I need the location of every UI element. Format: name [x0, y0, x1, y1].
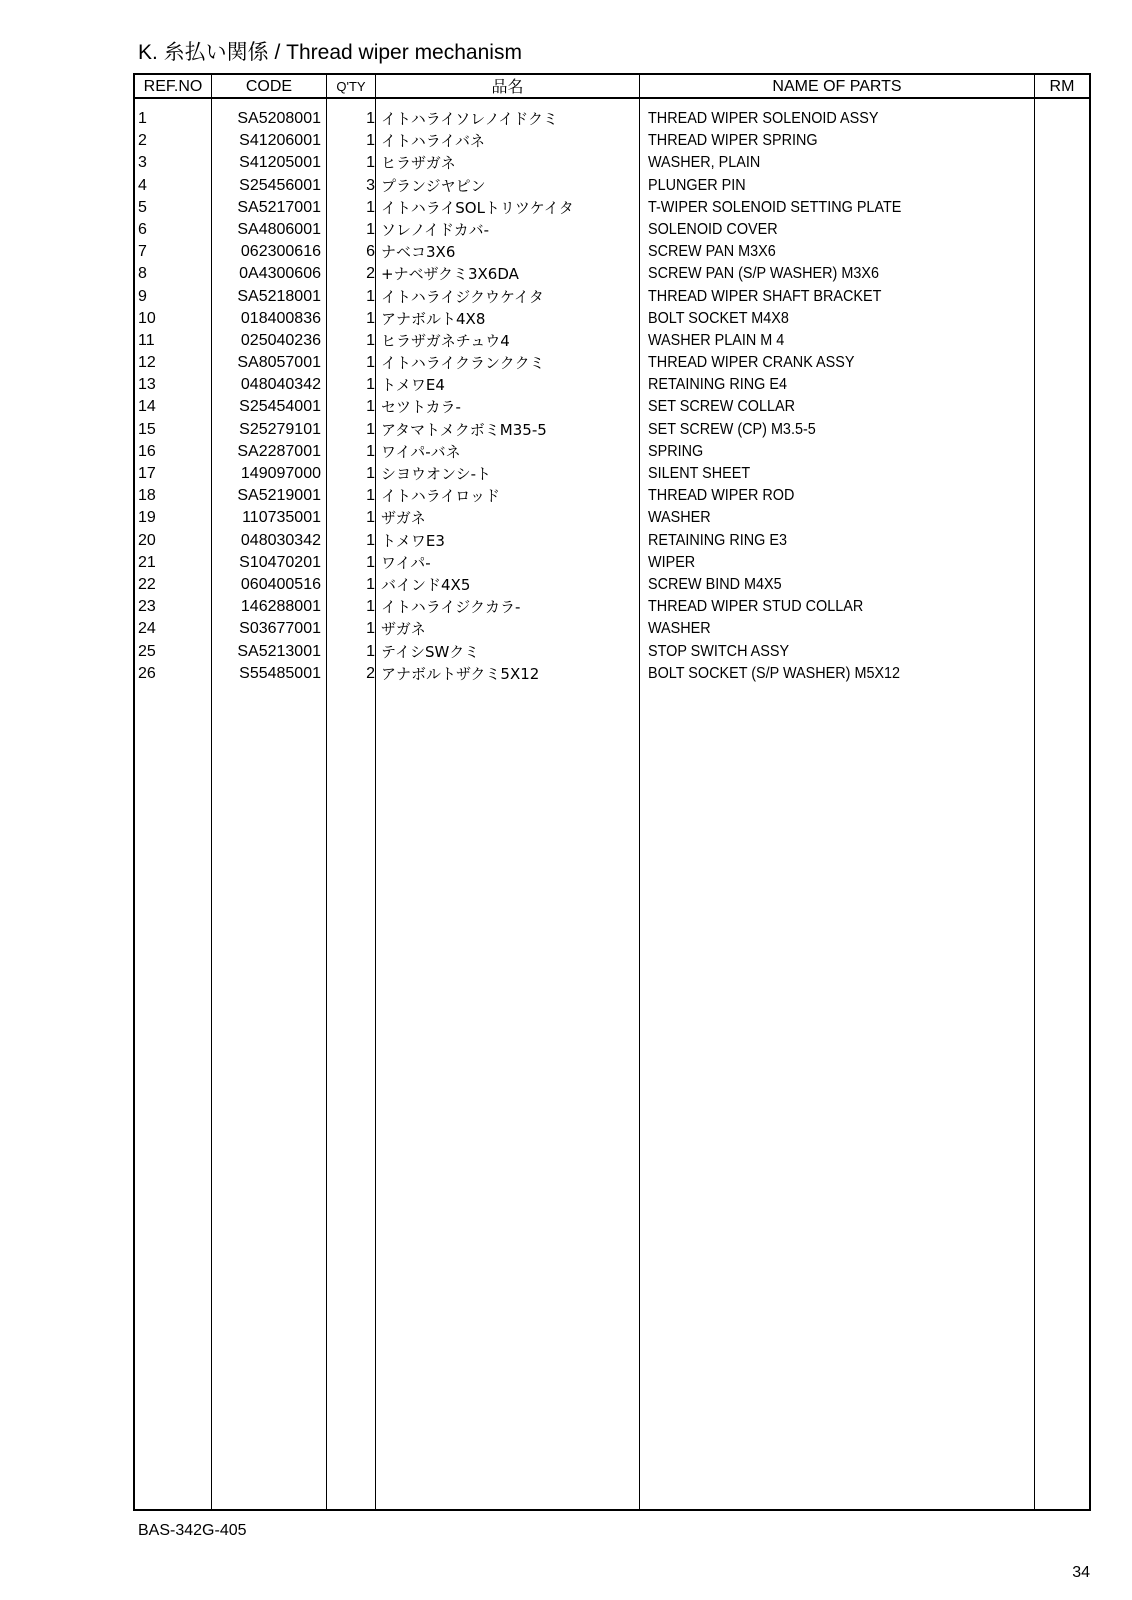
qty-cell: 1: [366, 642, 375, 660]
ref-no-cell: 4: [138, 176, 147, 194]
code-cell: SA5219001: [237, 487, 321, 505]
code-cell: SA8057001: [237, 354, 321, 372]
ref-no-cell: 6: [138, 220, 147, 238]
ref-no-cell: 11: [138, 331, 155, 349]
part-name-cell: WASHER: [648, 620, 711, 638]
page-number: 34: [1072, 1564, 1090, 1581]
part-name-cell: SCREW PAN (S/P WASHER) M3X6: [648, 265, 879, 283]
table-row: [135, 352, 1089, 374]
qty-cell: 1: [366, 220, 375, 238]
japanese-name-cell: ザガネ: [381, 509, 426, 528]
japanese-name-cell: ナベコ3X6: [381, 243, 456, 262]
part-name-cell: STOP SWITCH ASSY: [648, 642, 790, 660]
ref-no-cell: 7: [138, 243, 147, 261]
part-name-cell: THREAD WIPER SOLENOID ASSY: [648, 110, 879, 127]
header-japanese-name: 品名: [491, 77, 524, 96]
table-row: [135, 574, 1089, 596]
qty-cell: 1: [366, 198, 375, 216]
table-row: [135, 507, 1089, 529]
ref-no-cell: 16: [138, 442, 156, 460]
qty-cell: 1: [366, 465, 375, 482]
code-cell: S55485001: [239, 664, 321, 682]
header-code: CODE: [245, 78, 293, 95]
table-row: [135, 485, 1089, 507]
table-row: [135, 552, 1089, 574]
ref-no-cell: 17: [138, 465, 156, 482]
qty-cell: 1: [366, 398, 375, 416]
table-row: [135, 641, 1089, 663]
part-name-cell: WASHER, PLAIN: [648, 154, 761, 172]
japanese-name-cell: アナボルトザクミ5X12: [381, 664, 540, 683]
table-row: [135, 175, 1089, 197]
ref-no-cell: 3: [138, 154, 147, 172]
code-cell: 048030342: [240, 531, 321, 549]
part-name-cell: T-WIPER SOLENOID SETTING PLATE: [648, 198, 902, 216]
table-row: [135, 618, 1089, 640]
ref-no-cell: 15: [138, 420, 156, 438]
header-qty: Q'TY: [336, 79, 366, 94]
japanese-name-cell: イトハライジクカラ-: [381, 598, 521, 617]
code-cell: SA5217001: [237, 198, 321, 216]
ref-no-cell: 10: [138, 309, 156, 327]
table-row: [135, 419, 1089, 441]
part-name-cell: SILENT SHEET: [648, 465, 751, 482]
part-name-cell: RETAINING RING E4: [648, 376, 787, 394]
header-ref-no: REF.NO: [143, 78, 203, 95]
code-cell: SA2287001: [237, 442, 321, 460]
ref-no-cell: 24: [138, 620, 156, 638]
code-cell: S41206001: [239, 132, 321, 150]
japanese-name-cell: ザガネ: [381, 620, 426, 639]
japanese-name-cell: トメワE4: [381, 376, 445, 395]
ref-no-cell: 19: [138, 509, 156, 527]
japanese-name-cell: ワイパ-バネ: [381, 442, 461, 461]
ref-no-cell: 9: [138, 287, 147, 305]
ref-no-cell: 12: [138, 354, 156, 372]
japanese-name-cell: テイシSWクミ: [381, 642, 480, 661]
header-name-of-parts: NAME OF PARTS: [772, 78, 902, 95]
code-cell: S41205001: [239, 154, 321, 172]
japanese-name-cell: バインド4X5: [381, 575, 471, 594]
code-cell: SA5208001: [237, 110, 321, 127]
qty-cell: 3: [366, 176, 375, 194]
code-cell: 018400836: [240, 309, 321, 327]
table-row: [135, 286, 1089, 308]
qty-cell: 1: [366, 420, 375, 438]
parts-table: [133, 73, 1091, 1511]
japanese-name-cell: ワイパ-: [381, 553, 431, 572]
parts-rows: [135, 108, 1089, 685]
japanese-name-cell: イトハライバネ: [381, 132, 485, 151]
qty-cell: 1: [366, 110, 375, 127]
code-cell: 110735001: [242, 509, 321, 527]
code-cell: S10470201: [239, 553, 321, 571]
part-name-cell: WIPER: [648, 553, 696, 571]
qty-cell: 1: [366, 309, 375, 327]
qty-cell: 1: [366, 509, 375, 527]
table-row: [135, 463, 1089, 485]
ref-no-cell: 26: [138, 664, 156, 682]
code-cell: 025040236: [240, 331, 321, 349]
ref-no-cell: 20: [138, 531, 156, 549]
code-cell: S25456001: [239, 176, 321, 194]
ref-no-cell: 14: [138, 398, 156, 416]
ref-no-cell: 18: [138, 487, 156, 505]
part-name-cell: SOLENOID COVER: [648, 220, 778, 238]
table-row: [135, 241, 1089, 263]
part-name-cell: BOLT SOCKET (S/P WASHER) M5X12: [648, 664, 901, 682]
document-code: BAS-342G-405: [138, 1522, 247, 1539]
table-row: [135, 396, 1089, 418]
table-row: [135, 263, 1089, 285]
code-cell: S25454001: [239, 398, 321, 416]
qty-cell: 1: [366, 487, 375, 505]
japanese-name-cell: イトハライロッド: [381, 487, 500, 506]
qty-cell: 1: [366, 531, 375, 549]
code-cell: 060400516: [240, 575, 321, 593]
part-name-cell: THREAD WIPER STUD COLLAR: [648, 598, 864, 616]
ref-no-cell: 2: [138, 132, 147, 150]
japanese-name-cell: イトハライソレノイドクミ: [381, 110, 559, 128]
part-name-cell: THREAD WIPER SPRING: [648, 132, 818, 150]
ref-no-cell: 25: [138, 642, 156, 660]
qty-cell: 1: [366, 575, 375, 593]
part-name-cell: WASHER: [648, 509, 711, 527]
table-row: [135, 374, 1089, 396]
code-cell: 149097000: [240, 465, 321, 482]
qty-cell: 1: [366, 354, 375, 372]
table-row: [135, 197, 1089, 219]
table-row: [135, 441, 1089, 463]
part-name-cell: THREAD WIPER SHAFT BRACKET: [648, 287, 882, 305]
code-cell: 062300616: [240, 243, 321, 261]
japanese-name-cell: セツトカラ-: [381, 398, 461, 417]
table-row: [135, 108, 1089, 130]
japanese-name-cell: +ナベザクミ3X6DA: [381, 265, 519, 284]
qty-cell: 6: [366, 243, 375, 261]
japanese-name-cell: ヒラザガネチュウ4: [381, 331, 510, 350]
page-title: K. 糸払い関係 / Thread wiper mechanism: [138, 41, 522, 64]
part-name-cell: SCREW BIND M4X5: [648, 575, 782, 593]
code-cell: S25279101: [239, 420, 321, 438]
japanese-name-cell: イトハライSOLトリツケイタ: [381, 198, 574, 217]
code-cell: S03677001: [239, 620, 321, 638]
part-name-cell: RETAINING RING E3: [648, 531, 787, 549]
qty-cell: 2: [366, 664, 375, 682]
japanese-name-cell: シヨウオンシ-ト: [381, 465, 492, 483]
qty-cell: 1: [366, 620, 375, 638]
table-row: [135, 530, 1089, 552]
part-name-cell: THREAD WIPER ROD: [648, 487, 795, 505]
table-row: [135, 308, 1089, 330]
japanese-name-cell: プランジヤピン: [381, 176, 486, 195]
table-row: [135, 130, 1089, 152]
japanese-name-cell: アナボルト4X8: [381, 309, 486, 328]
table-row: [135, 330, 1089, 352]
ref-no-cell: 8: [138, 265, 147, 283]
qty-cell: 1: [366, 331, 375, 349]
part-name-cell: BOLT SOCKET M4X8: [648, 309, 789, 327]
table-row: [135, 152, 1089, 174]
qty-cell: 1: [366, 553, 375, 571]
code-cell: SA5218001: [237, 287, 321, 305]
table-row: [135, 596, 1089, 618]
ref-no-cell: 1: [138, 110, 147, 127]
part-name-cell: PLUNGER PIN: [648, 176, 746, 194]
code-cell: SA4806001: [237, 220, 321, 238]
part-name-cell: SET SCREW (CP) M3.5-5: [648, 420, 816, 438]
code-cell: 048040342: [240, 376, 321, 394]
japanese-name-cell: ヒラザガネ: [381, 154, 456, 173]
qty-cell: 1: [366, 442, 375, 460]
qty-cell: 1: [366, 154, 375, 172]
qty-cell: 1: [366, 287, 375, 305]
japanese-name-cell: アタマトメクボミM35-5: [381, 420, 547, 439]
header-divider: [135, 97, 1089, 99]
table-row: [135, 663, 1089, 685]
qty-cell: 1: [366, 132, 375, 150]
code-cell: 0A4300606: [239, 265, 321, 283]
qty-cell: 1: [366, 376, 375, 394]
ref-no-cell: 23: [138, 598, 156, 616]
japanese-name-cell: イトハライジクウケイタ: [381, 287, 544, 306]
code-cell: 146288001: [240, 598, 321, 616]
japanese-name-cell: イトハライクランククミ: [381, 354, 545, 373]
japanese-name-cell: ソレノイドカバ-: [381, 220, 490, 239]
japanese-name-cell: トメワE3: [381, 531, 445, 550]
part-name-cell: THREAD WIPER CRANK ASSY: [648, 354, 855, 372]
qty-cell: 2: [366, 265, 375, 283]
header-rm: RM: [1049, 78, 1075, 95]
code-cell: SA5213001: [237, 642, 321, 660]
part-name-cell: WASHER PLAIN M 4: [648, 331, 785, 349]
part-name-cell: SCREW PAN M3X6: [648, 243, 776, 261]
part-name-cell: SPRING: [648, 442, 704, 460]
ref-no-cell: 21: [138, 553, 156, 571]
ref-no-cell: 22: [138, 575, 156, 593]
ref-no-cell: 5: [138, 198, 147, 216]
table-row: [135, 219, 1089, 241]
part-name-cell: SET SCREW COLLAR: [648, 398, 795, 416]
ref-no-cell: 13: [138, 376, 156, 394]
qty-cell: 1: [366, 598, 375, 616]
